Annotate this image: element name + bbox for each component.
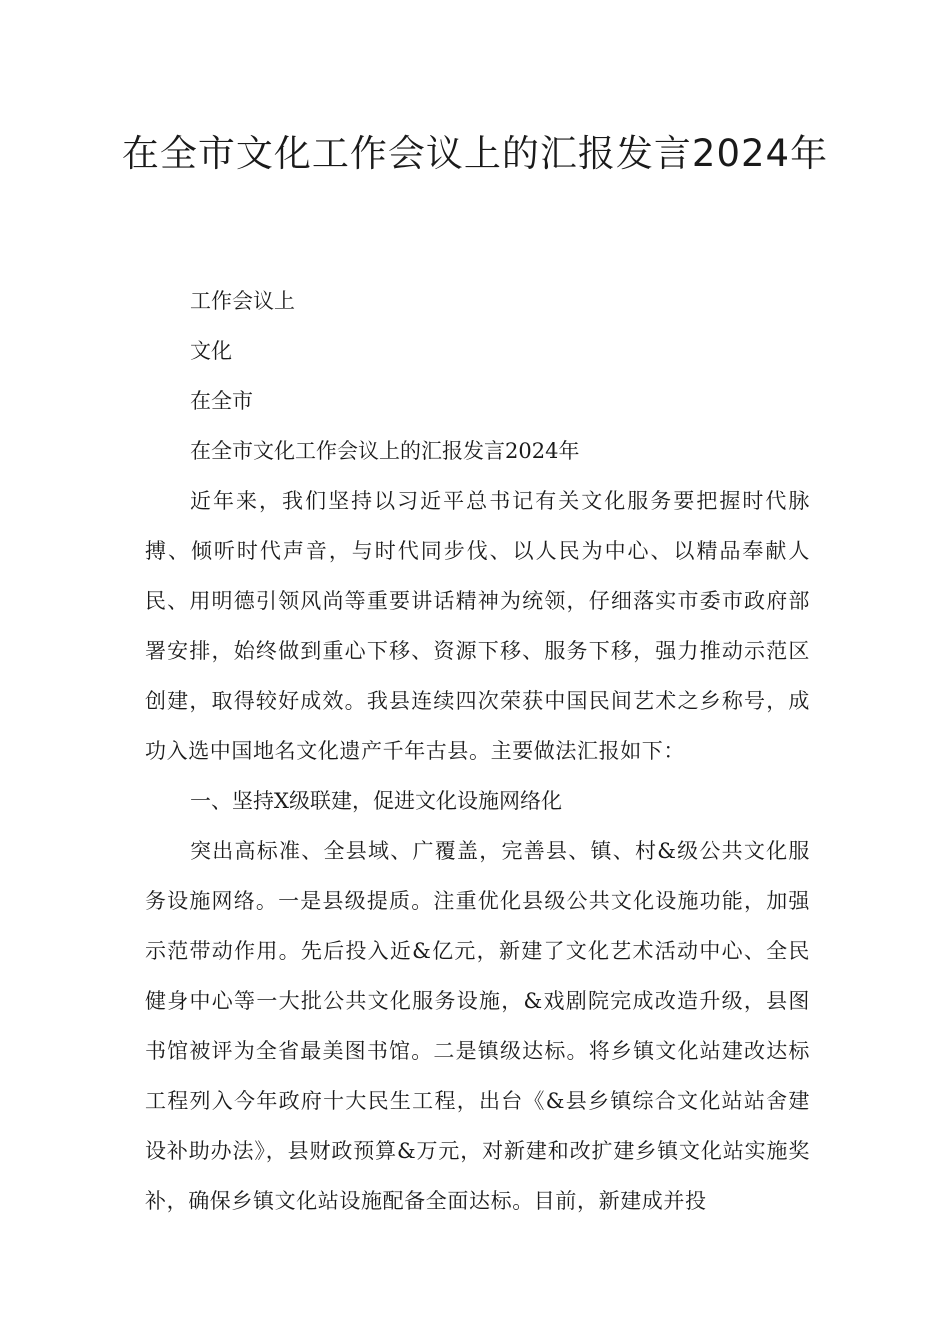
document-subtitle: 在全市文化工作会议上的汇报发言2024年 xyxy=(190,439,580,463)
document-body xyxy=(145,276,810,1226)
keyword-line: 在全市 xyxy=(190,389,253,413)
paragraph: 突出高标准、全县域、广覆盖，完善县、镇、村&级公共文化服务设施网络。一是县级提质。注重优化县级公共文化设施功能，加强示范带动作用。先后投入近&亿元，新建了文化艺术活动中心、全民健身中心等一大批公共文化服务设施，&戏剧院完成改造升级，县图书馆被评为全省最美图书馆。二是镇级达标。将乡镇文化站建改达标工程列入今年政府十大民生工程，出台《&县乡镇综合文化站站舍建设补助办法》，县财政预算&万元，对新建和改扩建乡镇文化站实施奖补，确保乡镇文化站设施配备全面达标。目前，新建成并投 xyxy=(145,839,810,1213)
document-title: 在全市文化工作会议上的汇报发言2024年 xyxy=(121,132,829,175)
section-heading: 一、坚持X级联建，促进文化设施网络化 xyxy=(190,789,562,813)
keyword-line: 文化 xyxy=(190,339,232,363)
paragraph: 近年来，我们坚持以习近平总书记有关文化服务要把握时代脉搏、倾听时代声音，与时代同步伐、以人民为中心、以精品奉献人民、用明德引领风尚等重要讲话精神为统领，仔细落实市委市政府部署安排，始终做到重心下移、资源下移、服务下移，强力推动示范区创建，取得较好成效。我县连续四次荣获中国民间艺术之乡称号，成功入选中国地名文化遗产千年古县。主要做法汇报如下： xyxy=(145,489,810,763)
keyword-line: 工作会议上 xyxy=(190,289,295,313)
